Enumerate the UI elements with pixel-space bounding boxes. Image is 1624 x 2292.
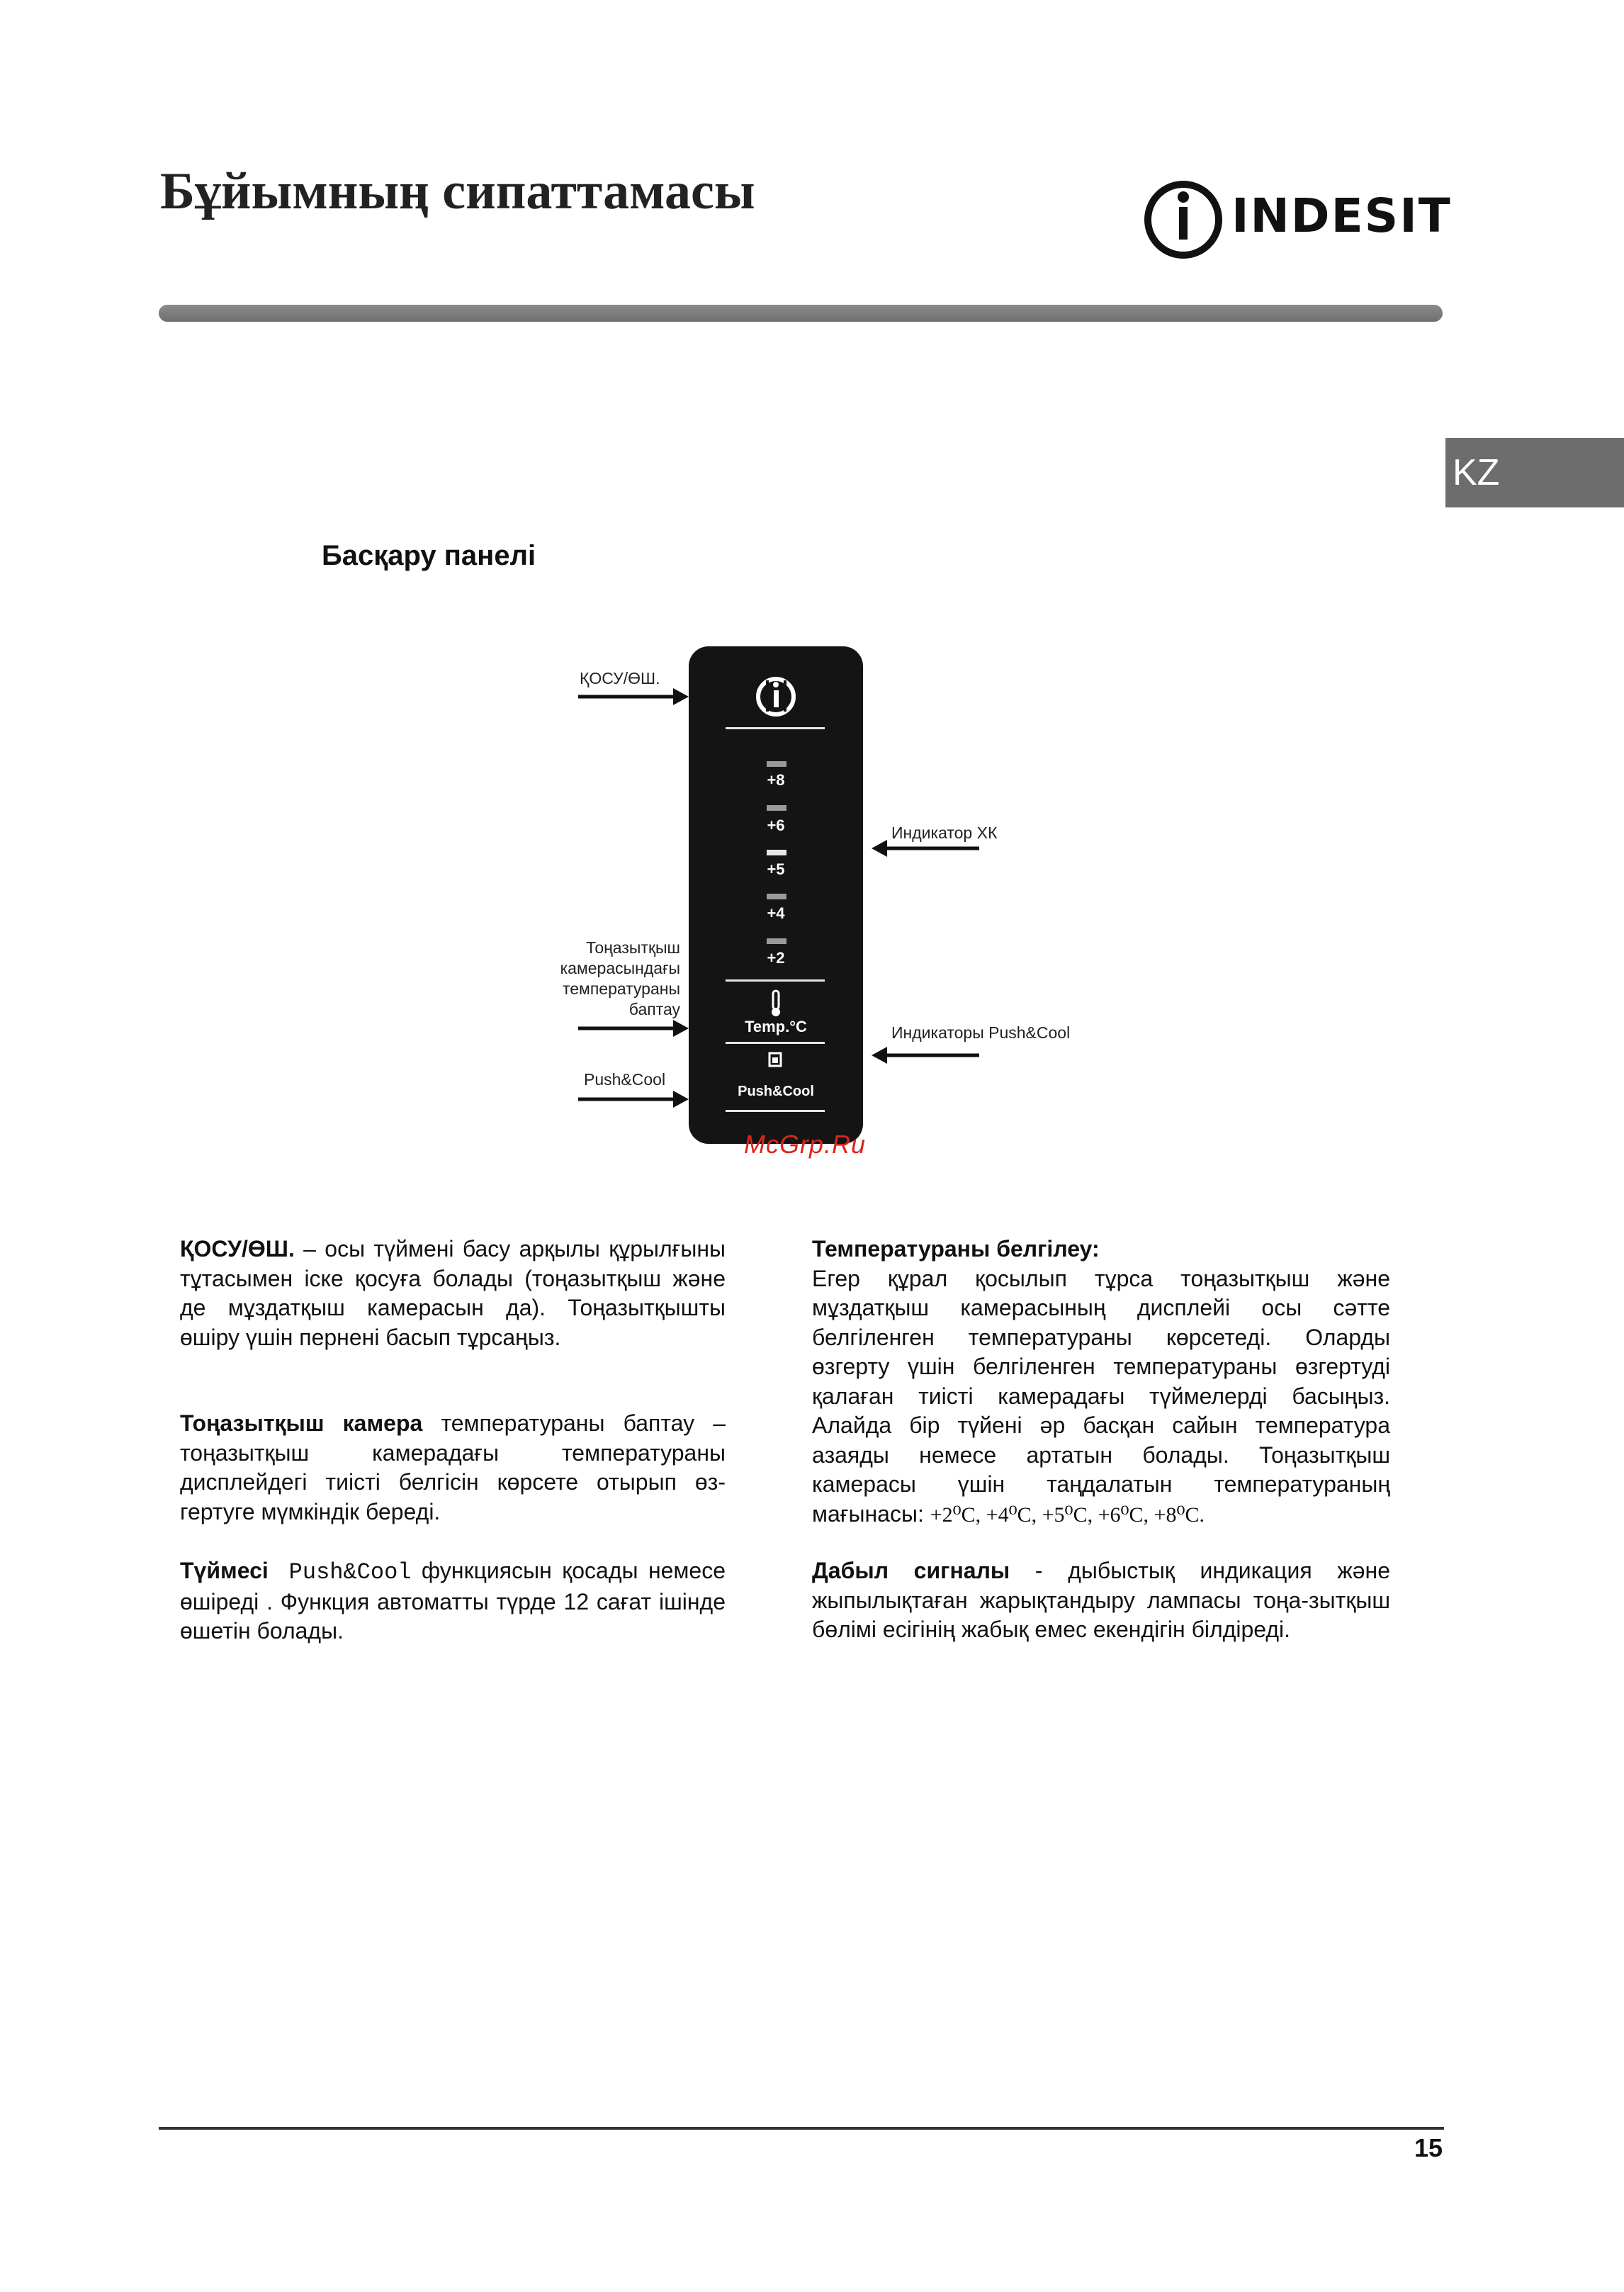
header-divider xyxy=(159,305,1443,322)
level-label: +4 xyxy=(767,904,785,922)
annotation-line: Тоңазытқыш xyxy=(586,938,680,957)
push-cool-description xyxy=(180,1556,726,1646)
push-cool-label: Push&Cool xyxy=(738,1084,814,1099)
push-mono: Push&Cool xyxy=(288,1559,412,1585)
page-title: Бұйымның сипаттамасы xyxy=(160,162,755,220)
arrow-left-icon xyxy=(872,1045,979,1066)
level-bar xyxy=(767,938,786,944)
power-annotation: ҚОСУ/ӨШ. xyxy=(580,669,660,687)
control-panel-diagram xyxy=(689,646,863,1144)
push-cool-annotation: Push&Cool xyxy=(584,1070,666,1089)
panel-divider xyxy=(726,1110,825,1112)
push-cool-indicator-icon xyxy=(767,1050,785,1069)
panel-divider xyxy=(726,727,825,729)
thermometer-icon xyxy=(767,989,785,1018)
fridge-text: температураны баптау – тоңазытқыш камерадағы температураны дисплейдегі тиісті белгісін көрсете отырып өз-гертуге мүмкіндік береді. xyxy=(180,1410,726,1524)
level-label: +6 xyxy=(767,816,785,834)
temp-label: Temp.°C xyxy=(745,1018,807,1035)
language-tab: KZ xyxy=(1445,438,1624,507)
fridge-setting-description xyxy=(180,1409,726,1527)
temperature-text: Егер құрал қосылып тұрса тоңазытқыш және мұздатқыш камерасының дисплейі осы сәтте белгіленген температураны көрсетеді. Оларды өзгерту үшін белгіленген температураны өзгертуді қалаған тиісті камерадағы түймелерді басыңыз. Алайда бір түйені әр басқан сайын температура азаяды немесе артатын болады. Тоңазытқыш камерасы үшін таңдалатын температураның мағынасы: xyxy=(812,1265,1390,1527)
level-bar xyxy=(767,894,786,899)
panel-divider xyxy=(726,979,825,982)
panel-divider xyxy=(726,1042,825,1044)
fridge-term: Тоңазытқыш камера xyxy=(180,1410,423,1436)
page-number: 15 xyxy=(1414,2133,1443,2162)
indicator-xk-annotation: Индикатор ХК xyxy=(891,824,998,842)
alarm-description xyxy=(812,1556,1390,1645)
level-label: +5 xyxy=(767,860,785,878)
alarm-text: - дыбыстық индикация және жыпылықтаған жарықтандыру лампасы тоңа-зытқыш бөлімі есігінің жабық емес екендігін білдіреді. xyxy=(812,1558,1391,1642)
arrow-right-icon xyxy=(578,1018,689,1039)
indesit-logo-icon xyxy=(1142,179,1224,261)
power-description xyxy=(180,1235,726,1352)
level-bar xyxy=(767,805,786,811)
annotation-line: баптау xyxy=(628,1000,680,1018)
power-icon xyxy=(754,675,798,719)
temperature-heading: Температураны белгілеу: xyxy=(812,1236,1100,1262)
alarm-term: Дабыл сигналы xyxy=(812,1558,1010,1583)
arrow-left-icon xyxy=(872,838,979,859)
push-indicators-annotation: Индикаторы Push&Cool xyxy=(891,1023,1071,1042)
arrow-right-icon xyxy=(578,686,689,707)
annotation-line: температураны xyxy=(562,979,680,998)
power-text: – осы түймені басу арқылы құрылғыны тұтасымен іске қосуға болады (тоңазытқыш және де мұздатқыш камерасын да). Тоңазытқышты өшіру үшін пернені басып тұрсаңыз. xyxy=(180,1236,726,1350)
fridge-setting-annotation xyxy=(496,938,680,1020)
temperature-values: +2⁰C, +4⁰C, +5⁰C, +6⁰C, +8⁰C. xyxy=(930,1502,1205,1527)
annotation-line: камерасындағы xyxy=(560,959,680,977)
level-bar xyxy=(767,850,786,855)
temperature-description xyxy=(812,1235,1390,1529)
level-bar xyxy=(767,761,786,767)
level-label: +8 xyxy=(767,771,785,789)
arrow-right-icon xyxy=(578,1089,689,1110)
footer-divider xyxy=(159,2127,1444,2130)
power-term: ҚОСУ/ӨШ. xyxy=(180,1236,295,1262)
section-title: Басқару панелі xyxy=(322,540,536,571)
brand-name: INDESIT xyxy=(1231,189,1452,243)
level-label: +2 xyxy=(767,949,785,967)
push-term: Түймесі xyxy=(180,1558,269,1583)
watermark: McGrp.Ru xyxy=(744,1130,867,1159)
push-text: функциясын қосады немесе өшіреді . Функция автоматты түрде 12 сағат ішінде өшетін болады. xyxy=(180,1558,726,1644)
